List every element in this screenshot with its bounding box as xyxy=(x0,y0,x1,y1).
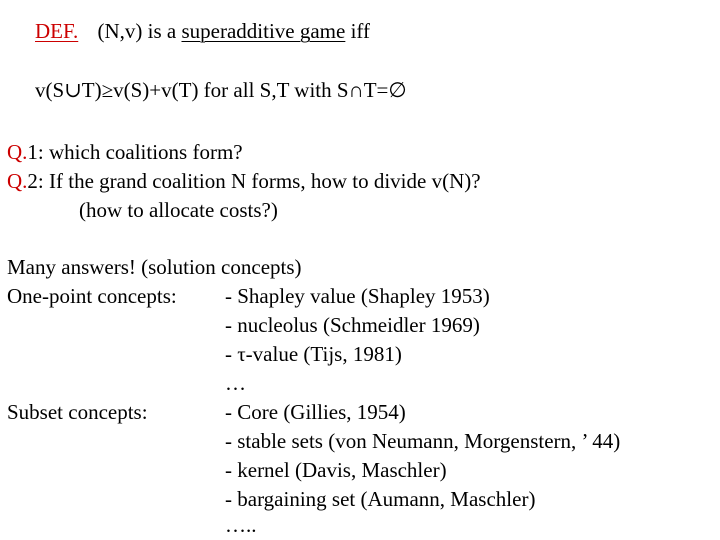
question-1-text: : which coalitions form? xyxy=(37,140,243,164)
definition-line xyxy=(35,18,370,44)
subset-item-core: - Core (Gillies, 1954) xyxy=(225,400,406,424)
game-term: superadditive game xyxy=(181,19,346,43)
subset-heading: Subset concepts: xyxy=(7,400,148,424)
one-point-item-shapley: - Shapley value (Shapley 1953) xyxy=(225,284,490,308)
one-point-heading: One-point concepts: xyxy=(7,284,177,308)
subset-item-ellipsis: ….. xyxy=(225,513,257,537)
question-2 xyxy=(7,168,481,194)
game-suffix: iff xyxy=(350,19,371,43)
question-1-label: Q. xyxy=(7,140,28,164)
def-label: DEF. xyxy=(35,19,79,43)
superadditivity-condition: v(S∪T)≥v(S)+v(T) for all S,T with S∩T=∅ xyxy=(35,78,407,102)
subset-item-kernel: - kernel (Davis, Maschler) xyxy=(225,458,447,482)
subset-item-bargaining-set: - bargaining set (Aumann, Maschler) xyxy=(225,487,536,511)
game-prefix: (N,v) is a xyxy=(97,19,177,43)
one-point-item-ellipsis: … xyxy=(225,371,246,395)
question-2-label: Q. xyxy=(7,169,28,193)
question-2-note: (how to allocate costs?) xyxy=(79,198,278,222)
answers-intro: Many answers! (solution concepts) xyxy=(7,255,302,279)
subset-item-stable-sets: - stable sets (von Neumann, Morgenstern, ’ 44) xyxy=(225,429,621,453)
question-1 xyxy=(7,139,243,165)
question-2-number: 2 xyxy=(27,169,38,193)
question-2-text: : If the grand coalition N forms, how to divide v(N)? xyxy=(37,169,481,193)
one-point-item-tau-value: - τ-value (Tijs, 1981) xyxy=(225,342,402,366)
one-point-item-nucleolus: - nucleolus (Schmeidler 1969) xyxy=(225,313,480,337)
question-1-number: 1 xyxy=(27,140,38,164)
